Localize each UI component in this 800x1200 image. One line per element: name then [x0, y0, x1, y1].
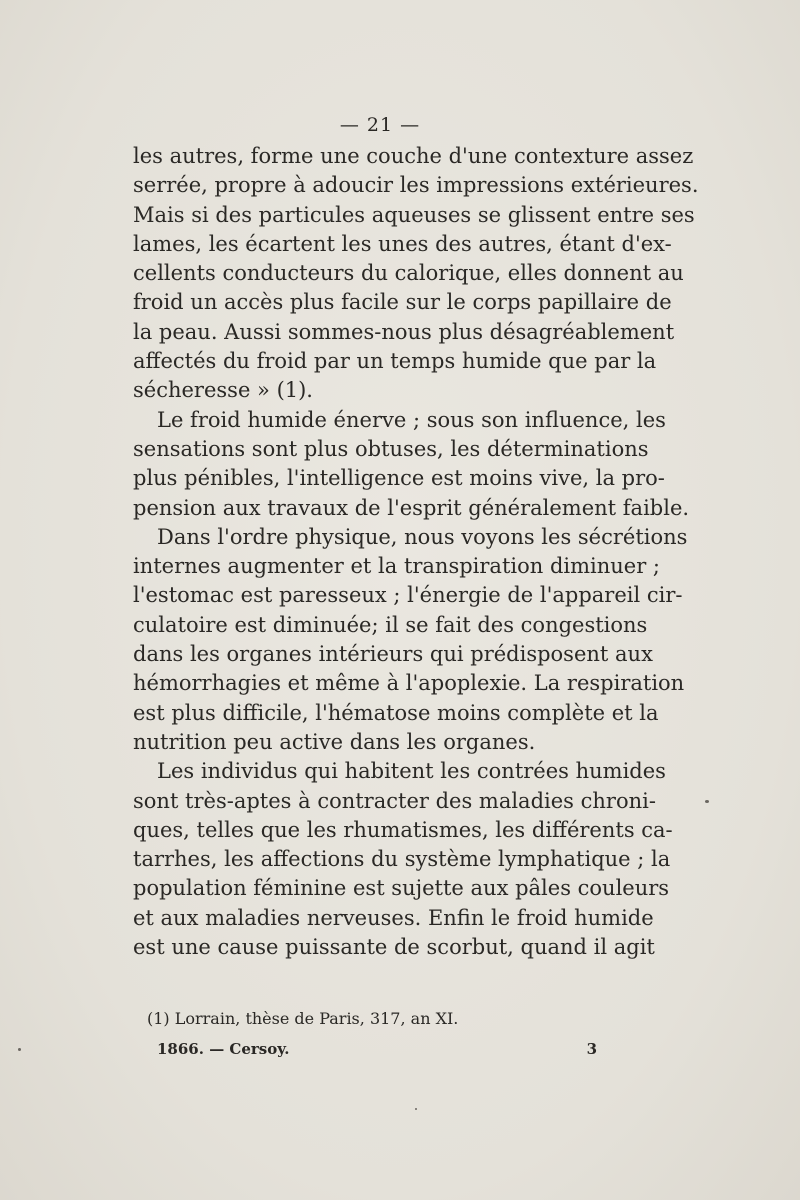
text-line: Les individus qui habitent les contrées humides: [157, 759, 666, 784]
text-line: plus pénibles, l'intelligence est moins vive, la pro-: [133, 466, 665, 491]
text-line: nutrition peu active dans les organes.: [133, 729, 536, 754]
paper-speck: [415, 1108, 417, 1110]
text-line: la peau. Aussi sommes-nous plus désagréablement: [133, 319, 675, 344]
text-line: ques, telles que les rhumatismes, les différents ca-: [133, 817, 673, 842]
text-line: pension aux travaux de l'esprit généralement faible.: [133, 495, 690, 520]
signature-mark: 1866. — Cersoy.: [157, 1040, 290, 1058]
text-line: tarrhes, les affections du système lymphatique ; la: [133, 847, 671, 872]
text-line: sont très-aptes à contracter des maladies chroni-: [133, 788, 656, 813]
text-line: est plus difficile, l'hématose moins complète et la: [133, 700, 659, 725]
text-line: Le froid humide énerve ; sous son influence, les: [157, 407, 666, 432]
page-number: — 21 —: [339, 114, 421, 136]
text-line: serrée, propre à adoucir les impressions extérieures.: [133, 173, 699, 198]
text-line: l'estomac est paresseux ; l'énergie de l'appareil cir-: [133, 583, 683, 608]
footnote: (1) Lorrain, thèse de Paris, 317, an XI.: [147, 1009, 459, 1028]
text-line: Dans l'ordre physique, nous voyons les sécrétions: [157, 524, 688, 549]
text-line: hémorrhagies et même à l'apoplexie. La respiration: [133, 671, 685, 696]
text-line: sensations sont plus obtuses, les déterminations: [133, 436, 649, 461]
text-line: froid un accès plus facile sur le corps papillaire de: [133, 290, 672, 315]
text-line: est une cause puissante de scorbut, quand il agit: [133, 935, 655, 960]
text-line: cellents conducteurs du calorique, elles donnent au: [133, 261, 684, 286]
sheet-number: 3: [586, 1040, 597, 1058]
text-line: affectés du froid par un temps humide que par la: [133, 349, 657, 374]
text-line: sécheresse » (1).: [133, 378, 313, 403]
text-line: culatoire est diminuée; il se fait des congestions: [133, 612, 648, 637]
text-line: Mais si des particules aqueuses se glissent entre ses: [133, 202, 695, 227]
text-line: lames, les écartent les unes des autres, étant d'ex-: [133, 231, 672, 256]
text-line: dans les organes intérieurs qui prédisposent aux: [133, 642, 653, 667]
text-line: population féminine est sujette aux pâles couleurs: [133, 876, 670, 901]
text-line: internes augmenter et la transpiration diminuer ;: [133, 554, 661, 579]
body-text: [133, 142, 699, 962]
text-line: les autres, forme une couche d'une contexture assez: [133, 144, 694, 168]
paper-speck: [18, 1048, 21, 1051]
paper-speck: [705, 800, 709, 803]
text-line: et aux maladies nerveuses. Enfin le froid humide: [133, 905, 654, 930]
